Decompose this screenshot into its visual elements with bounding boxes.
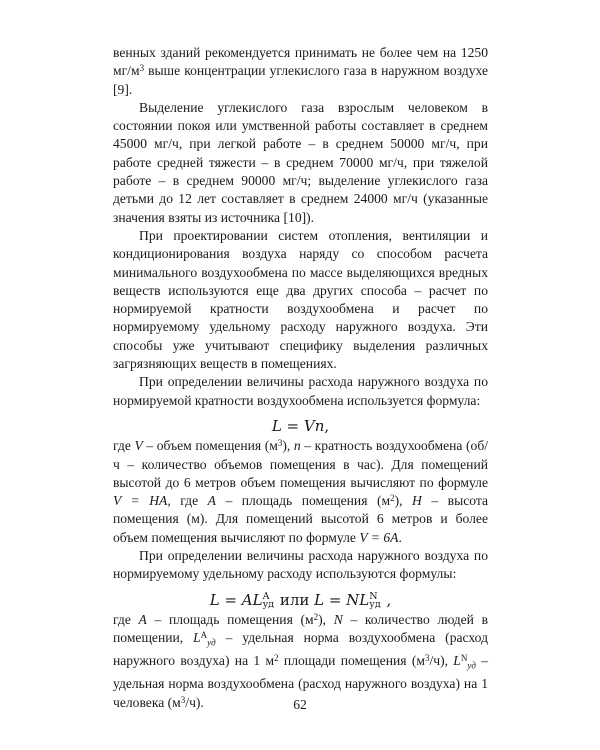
p5-text: где bbox=[170, 493, 208, 509]
exp: 2 bbox=[390, 493, 395, 504]
paragraph-3: При проектировании систем отопления, вентиляции и кондиционирования воздуха наряду со способом расчета минимального воздухообмена по массе выделяющихся вредных веществ используются еще два других способа – расчет по нормируемой кратности воздухообмена и расчет по нормируемому удельному расходу наружного воздуха. Эти способы уже учитывают специфику выделения различных загрязняющих веществ в помещениях. bbox=[113, 227, 488, 372]
formula-2-right: L = NL bbox=[314, 590, 370, 609]
formula-2-index-1 bbox=[262, 590, 275, 610]
exp: 3 bbox=[424, 653, 430, 664]
p7-text: где bbox=[113, 611, 139, 627]
var-L-A-sup: A bbox=[200, 630, 208, 641]
p7-text: – количество людей в помещении, bbox=[113, 611, 488, 646]
paragraph-4: При определении величины расхода наружного воздуха по нормируемой кратности воздухообмена используется формула: bbox=[113, 374, 488, 408]
p5-text: . bbox=[398, 529, 402, 545]
var-L-A-sub: уд bbox=[207, 637, 216, 648]
p5-text: – кратность воздухообмена (об/ч – количество объемов помещения в час). Для помещений высотой до 6 метров объем помещения вычисляют по формуле bbox=[113, 438, 489, 490]
formula-1-variable-L: L bbox=[271, 416, 282, 435]
p7-text: – площадь помещения (м bbox=[146, 611, 314, 627]
var-L-N-sub: уд bbox=[467, 660, 476, 671]
formula-1-Vn: Vn bbox=[303, 416, 325, 435]
exp: 2 bbox=[274, 653, 279, 664]
p5-text: – высота помещения (м). Для помещений высотой 6 метров и более объем помещения вычисляют по формуле bbox=[113, 493, 489, 545]
formula-2-index-2 bbox=[369, 590, 381, 610]
var-A: A bbox=[207, 493, 216, 509]
var-L-A: L bbox=[193, 630, 201, 646]
p7-text: – удельная норма воздухообмена (расход наружного воздуха) на 1 человека (м bbox=[113, 653, 488, 710]
p5-text: – площадь помещения (м bbox=[215, 493, 391, 509]
p7-text: /ч), bbox=[429, 653, 454, 669]
index-sub: уд bbox=[369, 598, 381, 610]
formula-2-comma: , bbox=[381, 590, 392, 609]
paragraph-5 bbox=[113, 437, 488, 547]
p7-text: – удельная норма воздухообмена (расход наружного воздуха) на 1 м bbox=[113, 630, 488, 669]
unit-exponent: 3 bbox=[139, 63, 145, 74]
var-L-N-sup: N bbox=[460, 653, 468, 664]
page-body bbox=[113, 44, 488, 712]
page-number: 62 bbox=[293, 697, 307, 712]
p5-text: ), bbox=[394, 493, 413, 509]
var-V: V bbox=[134, 438, 143, 454]
index-sub: уд bbox=[262, 598, 275, 610]
p7-text: /ч). bbox=[185, 694, 204, 710]
formula-air-exchange-rate bbox=[113, 417, 488, 435]
p7-text: ), bbox=[318, 611, 334, 627]
index-sup: A bbox=[262, 590, 270, 602]
var-A: A bbox=[138, 611, 147, 627]
var-N: N bbox=[333, 611, 343, 627]
paragraph-1-text-end: выше концентрации углекислого газа в наружном воздухе [9]. bbox=[113, 63, 488, 97]
paragraph-2: Выделение углекислого газа взрослым человеком в состоянии покоя или умственной работы составляет в среднем 45000 мг/ч, при легкой работе – в среднем 50000 мг/ч, при работе средней тяжести – в среднем 70000 мг/ч, при тяжелой работе – в среднем 90000 мг/ч; выделение углекислого газа детьми до 12 лет составляет в среднем 24000 мг/ч (указанные значения взяты из источника [10]). bbox=[113, 99, 488, 225]
var-L-N: L bbox=[453, 653, 461, 669]
p7-text: площади помещения (м bbox=[278, 653, 425, 669]
formula-2-left: L = AL bbox=[209, 590, 263, 609]
p5-text: где bbox=[113, 438, 135, 454]
p5-text: – объем помещения (м bbox=[142, 438, 278, 454]
index-sup: N bbox=[369, 590, 378, 602]
var-n: n bbox=[293, 438, 301, 454]
paragraph-6: При определении величины расхода наружного воздуха по нормируемому удельному расходу используются формулы: bbox=[113, 548, 488, 582]
paragraph-1 bbox=[113, 44, 488, 99]
exp: 3 bbox=[277, 438, 283, 449]
var-H: H bbox=[412, 493, 422, 509]
paragraph-1-text: венных зданий рекомендуется принимать не более чем на 1250 мг/м bbox=[113, 45, 488, 79]
exp: 3 bbox=[180, 694, 186, 705]
exp: 2 bbox=[313, 611, 319, 622]
inline-formula-V-6A: V = 6A bbox=[359, 529, 399, 545]
inline-formula-V-HA: V = HA, bbox=[113, 493, 171, 509]
formula-2-or: или bbox=[275, 590, 315, 609]
formula-specific-consumption bbox=[113, 591, 488, 609]
formula-1-comma: , bbox=[324, 416, 330, 435]
p5-text: ), bbox=[282, 438, 294, 454]
formula-1-equals: = bbox=[281, 416, 304, 435]
